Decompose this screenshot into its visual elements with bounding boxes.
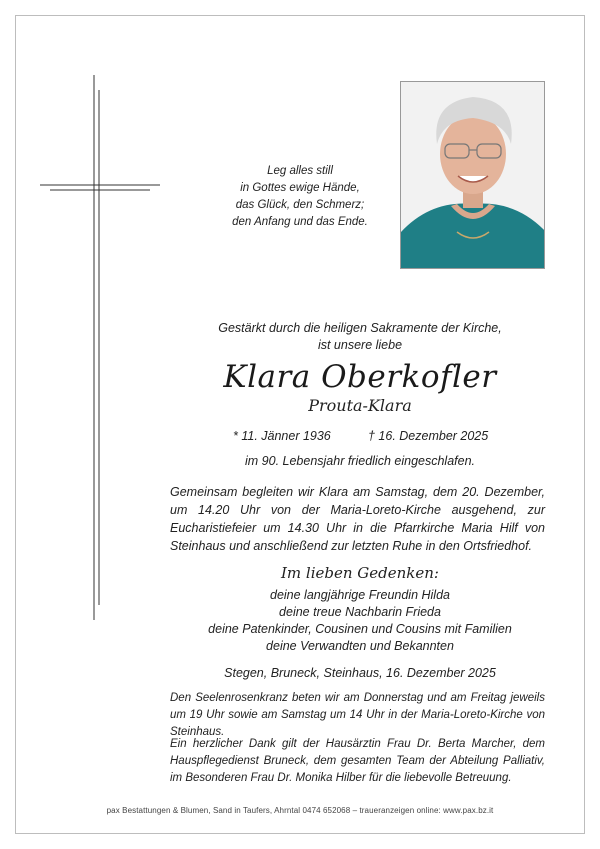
rosary-paragraph: Den Seelenrosenkranz beten wir am Donnerstag und am Freitag jeweils um 19 Uhr sowie am Samstag um 14 Uhr in der Maria-Loreto-Kirche von Steinhaus. [170,692,545,738]
place-date: Stegen, Bruneck, Steinhaus, 16. Dezember 2025 [224,666,496,680]
poem-line: den Anfang und das Ende. [232,216,368,228]
deceased-name: Klara Oberkofler [223,359,497,395]
poem [220,163,380,231]
birth-date: * 11. Jänner 1936 [233,429,331,443]
footer-text: pax Bestattungen & Blumen, Sand in Taufers, Ahrntal 0474 652068 – traueranzeigen online: www.pax.bz.it [106,806,494,815]
intro-line: ist unsere liebe [317,338,403,352]
intro-line: Gestärkt durch die heiligen Sakramente der Kirche, [218,321,502,335]
portrait-photo [400,81,545,269]
mourner-line: deine Patenkinder, Cousinen und Cousins mit Familien [208,622,512,636]
mourner-line: deine langjährige Freundin Hilda [270,588,450,602]
mourner-line: deine treue Nachbarin Frieda [279,605,441,619]
gedenken-heading: Im lieben Gedenken: [281,564,439,582]
thanks-paragraph: Ein herzlicher Dank gilt der Hausärztin Frau Dr. Berta Marcher, dem Hauspflegedienst Bruneck, dem gesamten Team der Abteilung Palliativ, im Besonderen Frau Dr. Monika Hilber für die liebevolle Betreuung. [170,738,545,784]
poem-line: das Glück, den Schmerz; [235,199,365,211]
mourners-list [140,587,580,655]
age-text: im 90. Lebensjahr friedlich eingeschlafen. [245,454,475,468]
mourner-line: deine Verwandten und Bekannten [266,639,454,653]
intro-text [140,320,580,354]
funeral-paragraph: Gemeinsam begleiten wir Klara am Samstag, dem 20. Dezember, um 14.20 Uhr von der Maria-Loreto-Kirche ausgehend, zur Eucharistiefeier um 14.30 Uhr in die Pfarrkirche Maria Hilf von Steinhaus und anschließend zur letzten Ruhe in den Ortsfriedhof. [170,485,545,553]
death-date: † 16. Dezember 2025 [368,429,489,443]
poem-line: in Gottes ewige Hände, [240,182,360,194]
poem-line: Leg alles still [267,165,333,177]
deceased-nickname: Prouta-Klara [308,396,412,415]
